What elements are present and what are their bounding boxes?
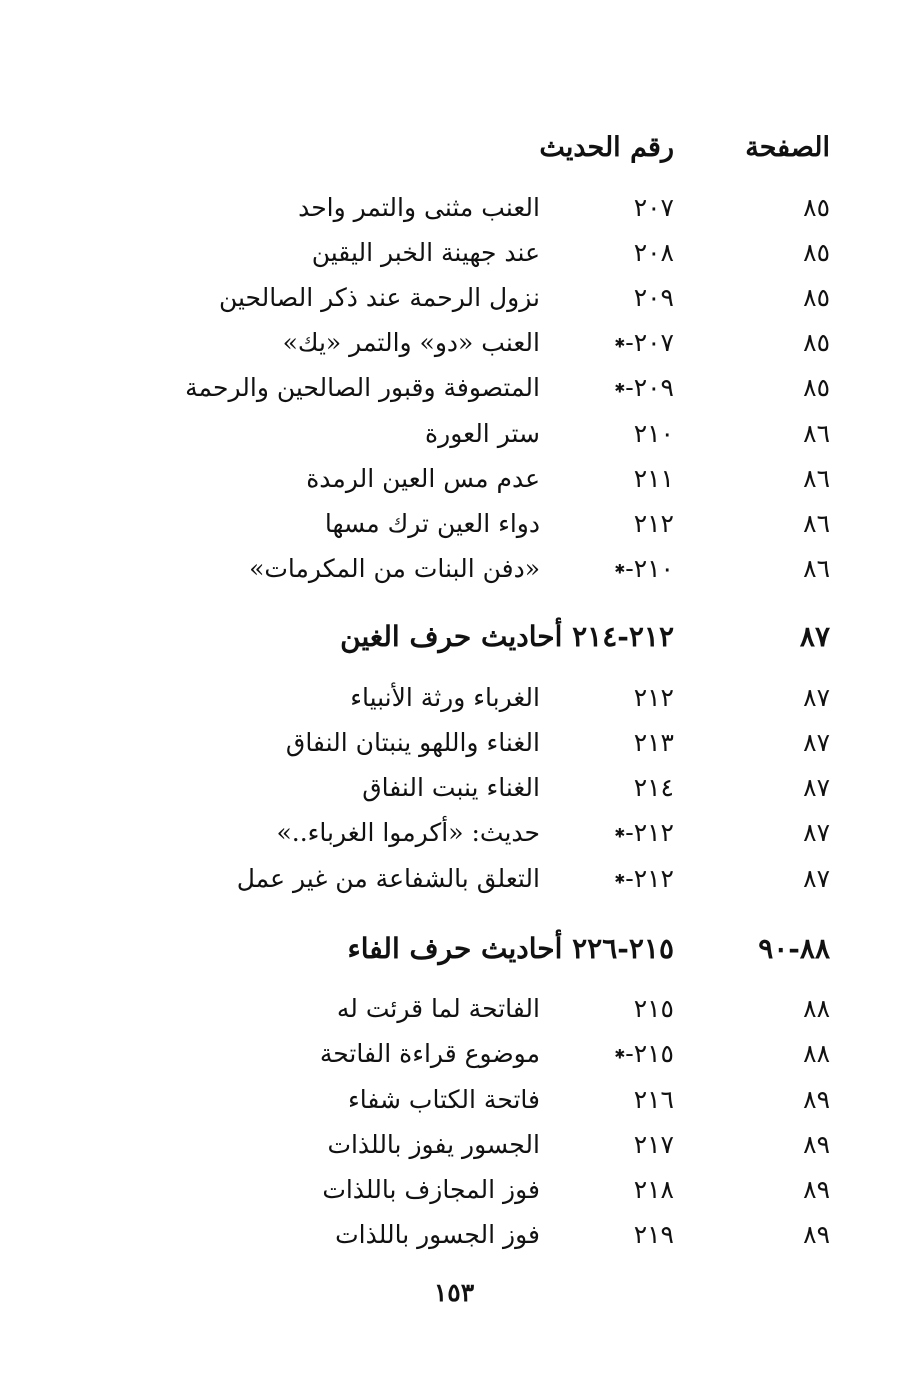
hadith-number: ٢١٢ — [633, 509, 674, 538]
hadith-title: الجسور يفوز باللذات — [327, 1130, 540, 1159]
hadith-title: الغناء واللهو ينبتان النفاق — [285, 728, 540, 757]
hadith-number-value: ٢٠٩- — [625, 373, 674, 402]
hadith-title: الغرباء ورثة الأنبياء — [350, 683, 540, 712]
hadith-number-marked — [534, 549, 674, 591]
column-header-row — [0, 128, 908, 168]
section-range: ٢١٢-٢١٤ — [572, 620, 674, 653]
section-page-number: ٨٧ — [799, 620, 830, 653]
page-number: ٨٥ — [803, 238, 830, 267]
page-number: ٨٧ — [803, 864, 830, 893]
page-column-header: الصفحة — [745, 132, 830, 163]
hadith-number: ٢١٧ — [633, 1130, 674, 1159]
hadith-title: دواء العين ترك مسها — [324, 509, 540, 538]
page-number: ٨٦ — [803, 419, 830, 448]
section-title: أحاديث حرف الغين — [340, 620, 563, 653]
hadith-title: فوز المجازف باللذات — [322, 1175, 540, 1204]
hadith-title: فاتحة الكتاب شفاء — [348, 1085, 540, 1114]
index-row — [0, 323, 908, 363]
asterisk-icon: ✱ — [614, 826, 626, 842]
page-number: ٨٧ — [803, 683, 830, 712]
index-row — [0, 188, 908, 228]
hadith-number-marked — [534, 859, 674, 901]
page-footer-number: ١٥٣ — [433, 1278, 475, 1307]
hadith-number: ٢١٦ — [633, 1085, 674, 1114]
index-row — [0, 678, 908, 718]
hadith-number: ٢١٤ — [633, 773, 674, 802]
section-title: أحاديث حرف الفاء — [347, 932, 563, 965]
page-number: ٨٧ — [803, 728, 830, 757]
page-number: ٨٥ — [803, 328, 830, 357]
hadith-number: ٢٠٧ — [633, 193, 674, 222]
index-row — [0, 278, 908, 318]
index-row — [0, 368, 908, 408]
hadith-title: الفاتحة لما قرئت له — [336, 994, 540, 1023]
section-heading — [154, 617, 674, 657]
index-row — [0, 989, 908, 1029]
asterisk-icon: ✱ — [614, 562, 626, 578]
hadith-number: ٢١٣ — [633, 728, 674, 757]
page-number: ٨٩ — [803, 1085, 830, 1114]
index-row — [0, 768, 908, 808]
hadith-title: ستر العورة — [425, 419, 540, 448]
hadith-number: ٢١١ — [633, 464, 674, 493]
hadith-title: موضوع قراءة الفاتحة — [319, 1039, 540, 1068]
hadith-number-value: ٢١٥- — [625, 1039, 674, 1068]
hadith-number: ٢١٩ — [633, 1220, 674, 1249]
hadith-title: العنب «دو» والتمر «يك» — [282, 328, 540, 357]
page-number: ٨٥ — [803, 283, 830, 312]
hadith-title: المتصوفة وقبور الصالحين والرحمة — [185, 373, 540, 402]
page-number: ٨٦ — [803, 464, 830, 493]
hadith-number: ٢١٠ — [633, 419, 674, 448]
hadith-number-value: ٢١٠- — [625, 554, 674, 583]
page-number: ٨٨ — [803, 994, 830, 1023]
hadith-title: «دفن البنات من المكرمات» — [249, 554, 540, 583]
hadith-number-marked — [534, 1034, 674, 1076]
page-number: ٨٩ — [803, 1130, 830, 1159]
hadith-title: التعلق بالشفاعة من غير عمل — [236, 864, 540, 893]
hadith-number: ٢٠٩ — [633, 283, 674, 312]
hadith-number: ٢١٥ — [633, 994, 674, 1023]
hadith-number-marked — [534, 813, 674, 855]
hadith-number-value: ٢٠٧- — [625, 328, 674, 357]
page-number: ٨٥ — [803, 193, 830, 222]
section-heading — [154, 929, 674, 969]
hadith-title: فوز الجسور باللذات — [335, 1220, 540, 1249]
index-row — [0, 1034, 908, 1074]
hadith-title: عند جهينة الخبر اليقين — [311, 238, 540, 267]
index-row — [0, 459, 908, 499]
asterisk-icon: ✱ — [614, 381, 626, 397]
hadith-title: نزول الرحمة عند ذكر الصالحين — [218, 283, 540, 312]
page-number: ٨٦ — [803, 554, 830, 583]
index-row — [0, 859, 908, 899]
index-row — [0, 1125, 908, 1165]
page-number: ٨٦ — [803, 509, 830, 538]
page-number: ٨٩ — [803, 1220, 830, 1249]
index-row — [0, 1215, 908, 1255]
hadith-title: عدم مس العين الرمدة — [306, 464, 540, 493]
section-heading-row — [0, 617, 908, 657]
hadith-number-value: ٢١٢- — [625, 818, 674, 847]
number-column-header: رقم الحديث — [539, 132, 674, 163]
asterisk-icon: ✱ — [614, 1047, 626, 1063]
index-row — [0, 723, 908, 763]
section-heading-row — [0, 929, 908, 969]
index-row — [0, 549, 908, 589]
hadith-title: حديث: «أكرموا الغرباء..» — [276, 818, 540, 847]
hadith-title: العنب مثنى والتمر واحد — [298, 193, 540, 222]
hadith-number-marked — [534, 368, 674, 410]
asterisk-icon: ✱ — [614, 872, 626, 888]
index-row — [0, 813, 908, 853]
index-row — [0, 1170, 908, 1210]
page-number: ٨٨ — [803, 1039, 830, 1068]
hadith-number: ٢١٢ — [633, 683, 674, 712]
page-number: ٨٩ — [803, 1175, 830, 1204]
index-row — [0, 414, 908, 454]
page-number: ٨٥ — [803, 373, 830, 402]
page-number: ٨٧ — [803, 818, 830, 847]
hadith-number: ٢١٨ — [633, 1175, 674, 1204]
index-row — [0, 1080, 908, 1120]
hadith-number-marked — [534, 323, 674, 365]
section-page-number: ٨٨-٩٠ — [758, 932, 830, 965]
asterisk-icon: ✱ — [614, 336, 626, 352]
index-row — [0, 233, 908, 273]
index-row — [0, 504, 908, 544]
hadith-number-value: ٢١٢- — [625, 864, 674, 893]
page-number: ٨٧ — [803, 773, 830, 802]
hadith-title: الغناء ينبت النفاق — [362, 773, 540, 802]
section-range: ٢١٥-٢٢٦ — [572, 932, 674, 965]
hadith-number: ٢٠٨ — [633, 238, 674, 267]
